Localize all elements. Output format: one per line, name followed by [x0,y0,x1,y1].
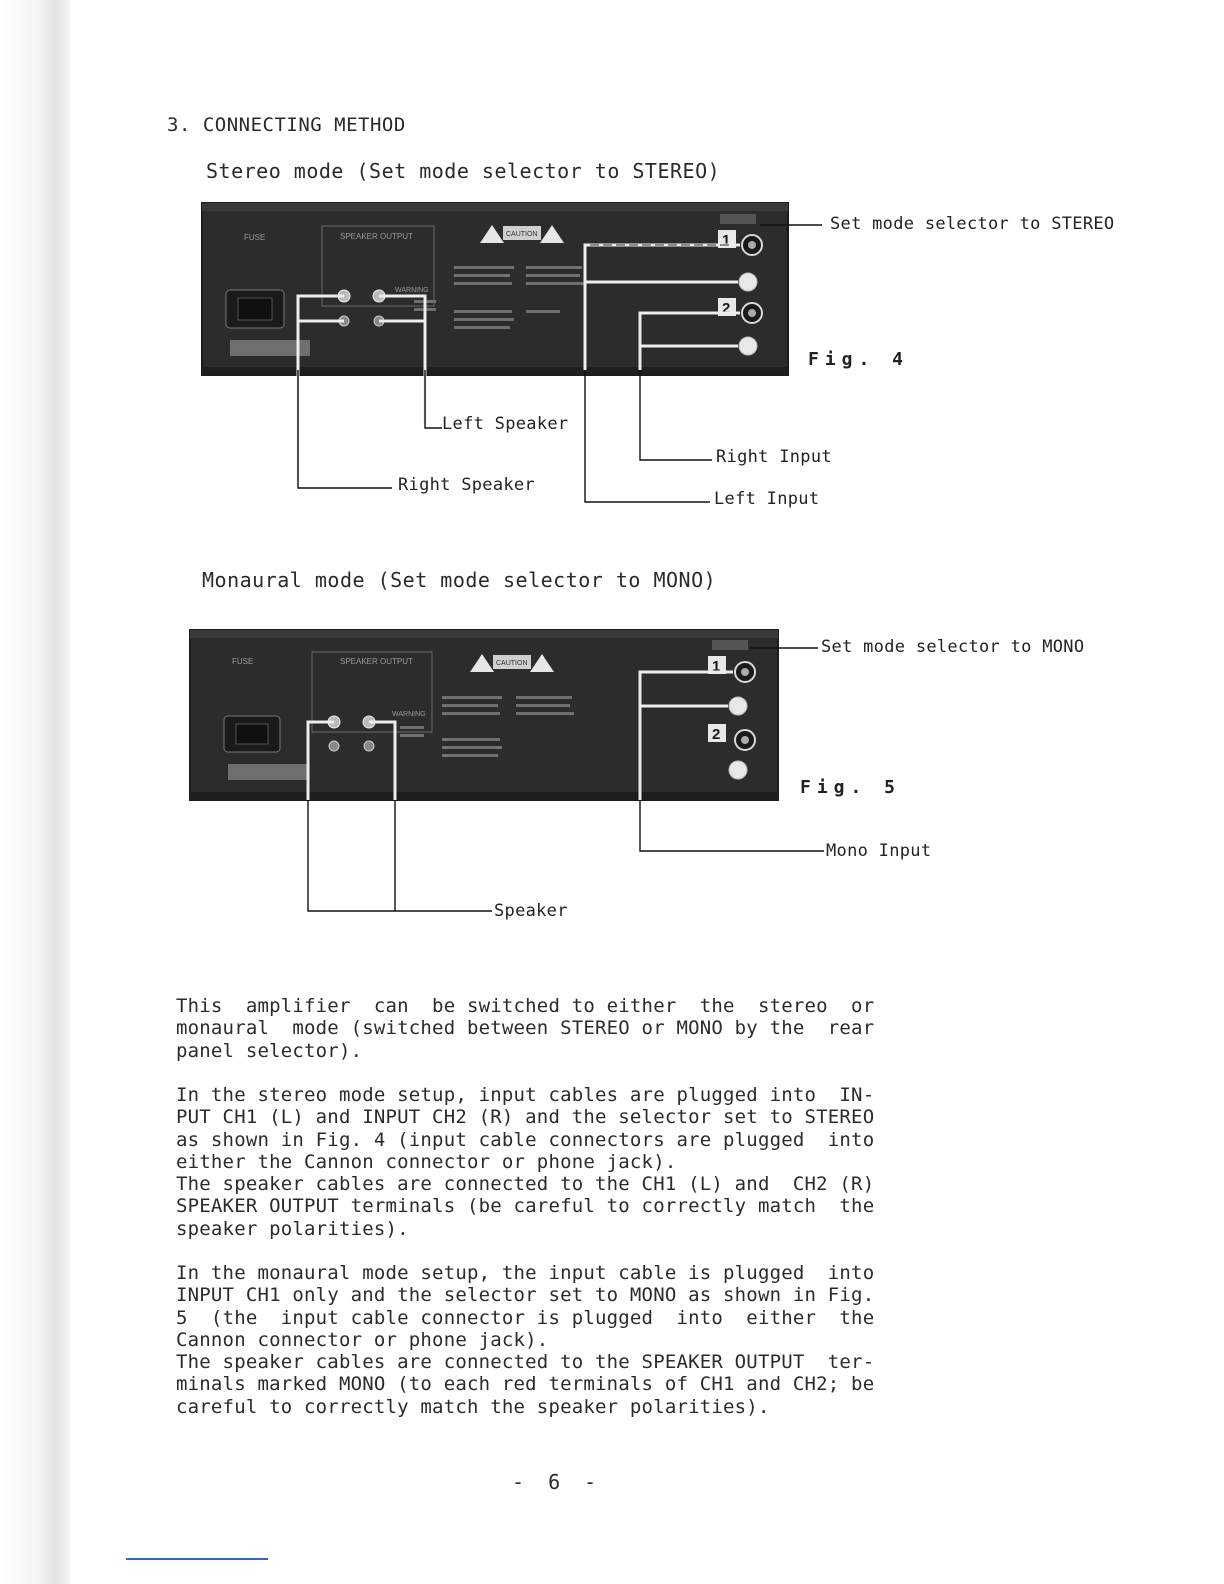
section-heading: 3. CONNECTING METHOD [167,114,406,136]
fig5-subtitle: Monaural mode (Set mode selector to MONO) [202,568,717,592]
svg-text:1: 1 [722,232,731,249]
svg-text:2: 2 [712,726,721,743]
fig4-label-right-speaker: Right Speaker [398,475,535,495]
fig4-label-left-input: Left Input [714,489,820,509]
paragraph-stereo-setup: In the stereo mode setup, input cables are plugged into IN- PUT CH1 (L) and INPUT CH2 (R) and the selector set to STEREO as shown in Fig. 4 (input cable connectors are plugged into either the Cannon connector or phone jack). The speaker cables are connected to the CH1 (L) and CH2 (R) SPEAKER OUTPUT terminals (be careful to correctly match the speaker polarities). [176,1084,875,1240]
page-number: - 6 - [512,1470,603,1494]
fig5-panel-warning: WARNING [392,711,426,718]
fig4-panel-caution: CAUTION [506,231,538,238]
fig4-caption: Fig. 4 [808,349,910,370]
fig4-label-selector: Set mode selector to STEREO [830,214,1115,234]
fig5-amplifier-rear-panel [190,630,778,800]
fig5-input-leader-lines [640,800,824,851]
fig5-caption: Fig. 5 [800,777,902,798]
fig5-ch2-phone-jack [729,761,747,779]
fig5-label-mono-input: Mono Input [826,841,932,861]
paragraph-intro: This amplifier can be switched to either the stereo or monaural mode (switched between STEREO or MONO by the rear panel selector). [176,995,875,1062]
fig4-subtitle: Stereo mode (Set mode selector to STEREO) [206,159,721,183]
svg-text:2: 2 [722,300,731,317]
fig4-panel-fuse: FUSE [244,233,266,242]
fig5-label-selector: Set mode selector to MONO [821,637,1085,657]
paragraph-mono-setup: In the monaural mode setup, the input cable is plugged into INPUT CH1 only and the selector set to MONO as shown in Fig. 5 (the input cable connector is plugged into either the Cannon connector or phone jack). The speaker cables are connected to the SPEAKER OUTPUT ter- minals marked MONO (to each red terminals of CH1 and CH2; be careful to correctly match the speaker polarities). [176,1262,875,1418]
footer-rule [126,1558,268,1560]
fig4-panel-speaker-output: SPEAKER OUTPUT [340,232,413,241]
fig5-panel-fuse: FUSE [232,657,254,666]
fig4-label-left-speaker: Left Speaker [442,414,569,434]
fig4-label-right-input: Right Input [716,447,832,467]
fig5-panel-speaker-output: SPEAKER OUTPUT [340,657,413,666]
fig5-label-speaker: Speaker [494,901,568,921]
fig5-speaker-leader-lines [308,800,492,911]
fig5-panel-caution: CAUTION [496,660,528,667]
fig5-ch1-phone-jack [729,697,747,715]
fig4-panel-warning: WARNING [395,287,429,294]
svg-text:1: 1 [712,658,721,675]
